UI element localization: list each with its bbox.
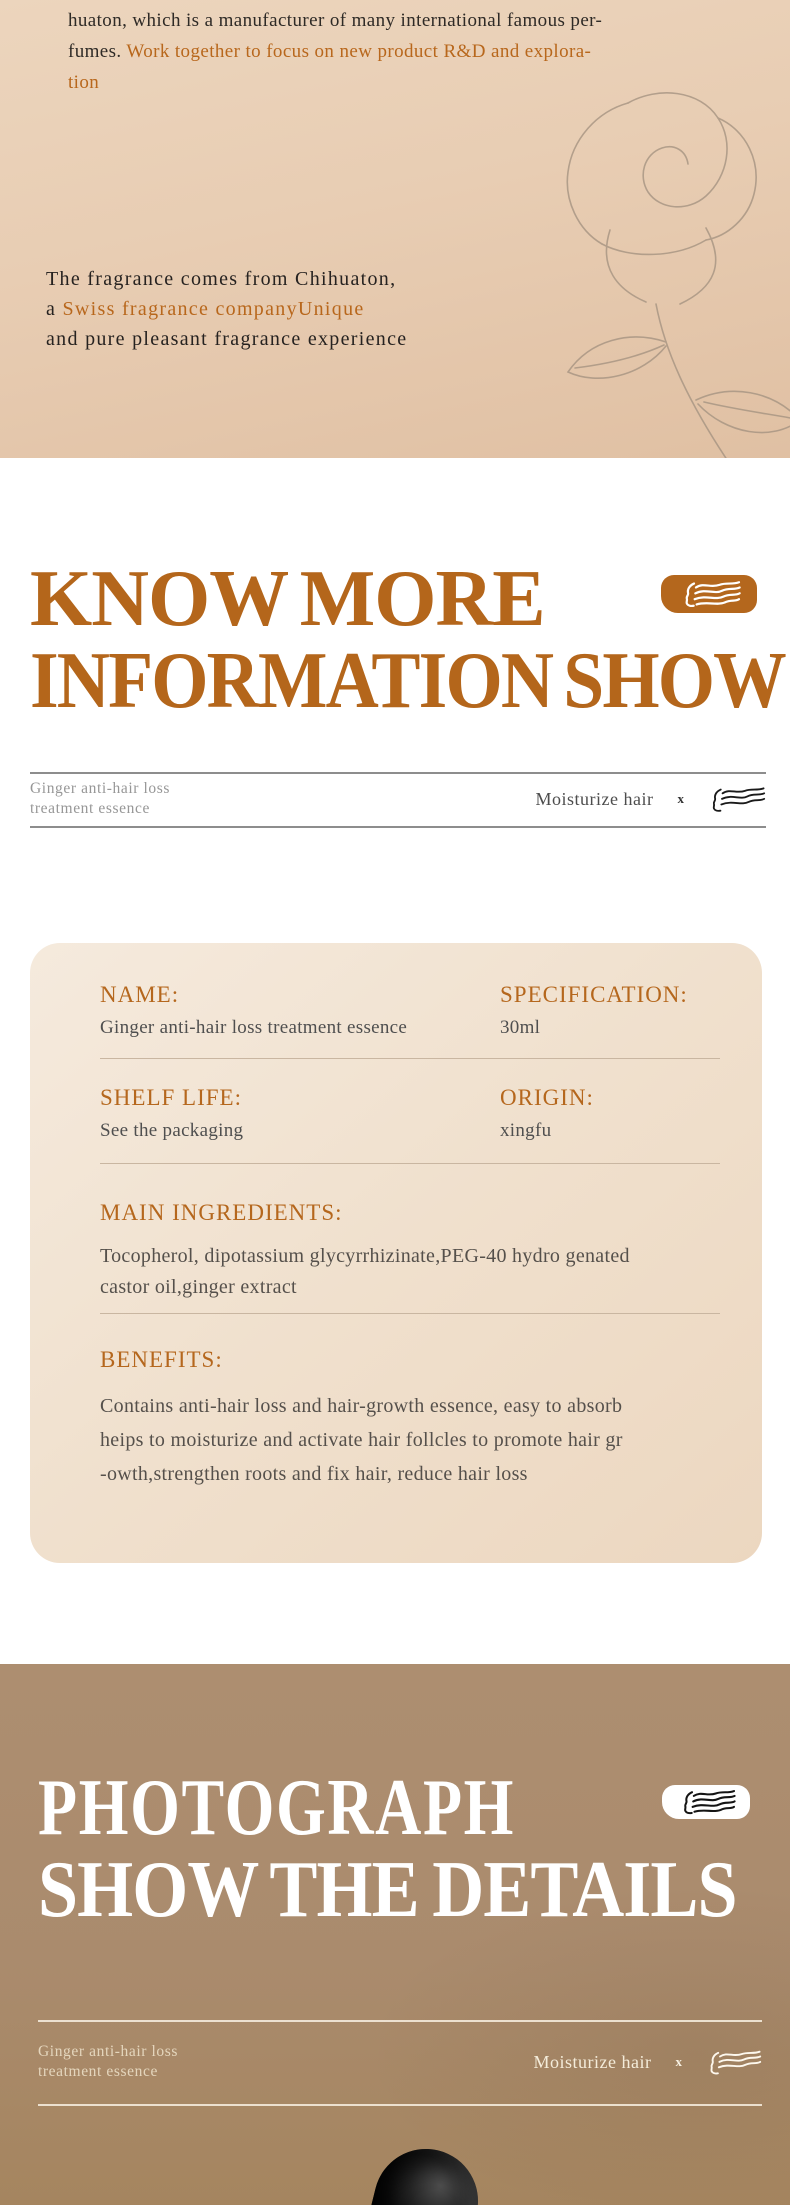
card-row-ingredients bbox=[100, 1200, 720, 1314]
name-value: Ginger anti-hair loss treatment essence bbox=[100, 1017, 408, 1038]
x-collab-mark: x bbox=[675, 2054, 682, 2069]
specification-label: SPECIFICATION: bbox=[500, 982, 688, 1007]
ingredients-line2: castor oil,ginger extract bbox=[100, 1276, 297, 1298]
product-dropper-cap-image bbox=[347, 2138, 489, 2205]
benefits-line1: Contains anti-hair loss and hair-growth essence, easy to absorb bbox=[100, 1395, 623, 1417]
fragrance-line-2: a Swiss fragrance companyUnique bbox=[46, 298, 365, 320]
fragrance-paragraph bbox=[46, 264, 606, 354]
shelf-life-label: SHELF LIFE: bbox=[100, 1085, 242, 1110]
name-field bbox=[100, 982, 500, 1039]
hair-wave-logo-icon bbox=[702, 2047, 762, 2078]
card-row-benefits bbox=[100, 1347, 720, 1491]
ingredients-label: MAIN INGREDIENTS: bbox=[100, 1200, 343, 1225]
shelf-life-value: See the packaging bbox=[100, 1120, 244, 1141]
caption-line2: treatment essence bbox=[30, 800, 150, 817]
moisturize-hair-label: Moisturize hair bbox=[535, 788, 654, 809]
intro-line-1: huaton, which is a manufacturer of many international famous per- bbox=[68, 10, 603, 31]
information-section bbox=[0, 458, 790, 1664]
bar-brand-group bbox=[536, 785, 766, 814]
benefits-line2: heips to moisturize and activate hair follcles to promote hair gr bbox=[100, 1429, 623, 1451]
x-collab-mark: x bbox=[677, 791, 684, 806]
intro-line-2: fumes. Work together to focus on new product R&D and explora- bbox=[68, 41, 592, 62]
moisturize-hair-label: Moisturize hair bbox=[533, 2051, 652, 2072]
intro-line-3: tion bbox=[68, 72, 100, 93]
hair-wave-logo-icon bbox=[671, 1788, 741, 1816]
specification-value: 30ml bbox=[500, 1017, 541, 1038]
card-row-name-spec bbox=[100, 982, 720, 1059]
product-spec-card bbox=[30, 943, 762, 1563]
brand-logo-badge bbox=[661, 575, 757, 613]
origin-field bbox=[500, 1085, 720, 1142]
product-name-caption bbox=[30, 779, 170, 819]
name-label: NAME: bbox=[100, 982, 180, 1007]
caption-line1: Ginger anti-hair loss bbox=[30, 780, 171, 797]
photograph-section bbox=[0, 1664, 790, 2205]
product-name-caption bbox=[38, 2042, 178, 2082]
photo-title-line1: PHOTOGRAPH bbox=[38, 1764, 516, 1852]
photo-divider-bar bbox=[38, 2020, 762, 2106]
info-divider-bar bbox=[30, 772, 766, 828]
hair-wave-logo-icon bbox=[672, 579, 746, 609]
specification-field bbox=[500, 982, 720, 1039]
info-title-line1: KNOW MORE bbox=[30, 555, 545, 643]
origin-value: xingfu bbox=[500, 1120, 552, 1141]
hair-wave-logo-icon bbox=[704, 785, 766, 814]
ingredients-value bbox=[100, 1241, 720, 1303]
photo-title-line2: SHOW THE DETAILS bbox=[38, 1846, 737, 1934]
fragrance-line-1: The fragrance comes from Chihuaton, bbox=[46, 268, 397, 290]
caption-line2: treatment essence bbox=[38, 2063, 158, 2080]
benefits-line3: -owth,strengthen roots and fix hair, reduce hair loss bbox=[100, 1463, 528, 1485]
benefits-label: BENEFITS: bbox=[100, 1347, 223, 1372]
shelf-life-field bbox=[100, 1085, 500, 1142]
brand-logo-badge bbox=[662, 1785, 750, 1819]
info-title-line2: INFORMATION SHOW bbox=[30, 637, 785, 725]
fragrance-line-3: and pure pleasant fragrance experience bbox=[46, 328, 408, 350]
brand-intro-paragraph bbox=[68, 5, 758, 98]
bar-brand-group bbox=[534, 2047, 762, 2078]
card-row-shelf-origin bbox=[100, 1085, 720, 1164]
brand-story-section bbox=[0, 0, 790, 458]
origin-label: ORIGIN: bbox=[500, 1085, 594, 1110]
ingredients-line1: Tocopherol, dipotassium glycyrrhizinate,PEG-40 hydro genated bbox=[100, 1245, 630, 1267]
benefits-value bbox=[100, 1389, 720, 1491]
caption-line1: Ginger anti-hair loss bbox=[38, 2043, 179, 2060]
